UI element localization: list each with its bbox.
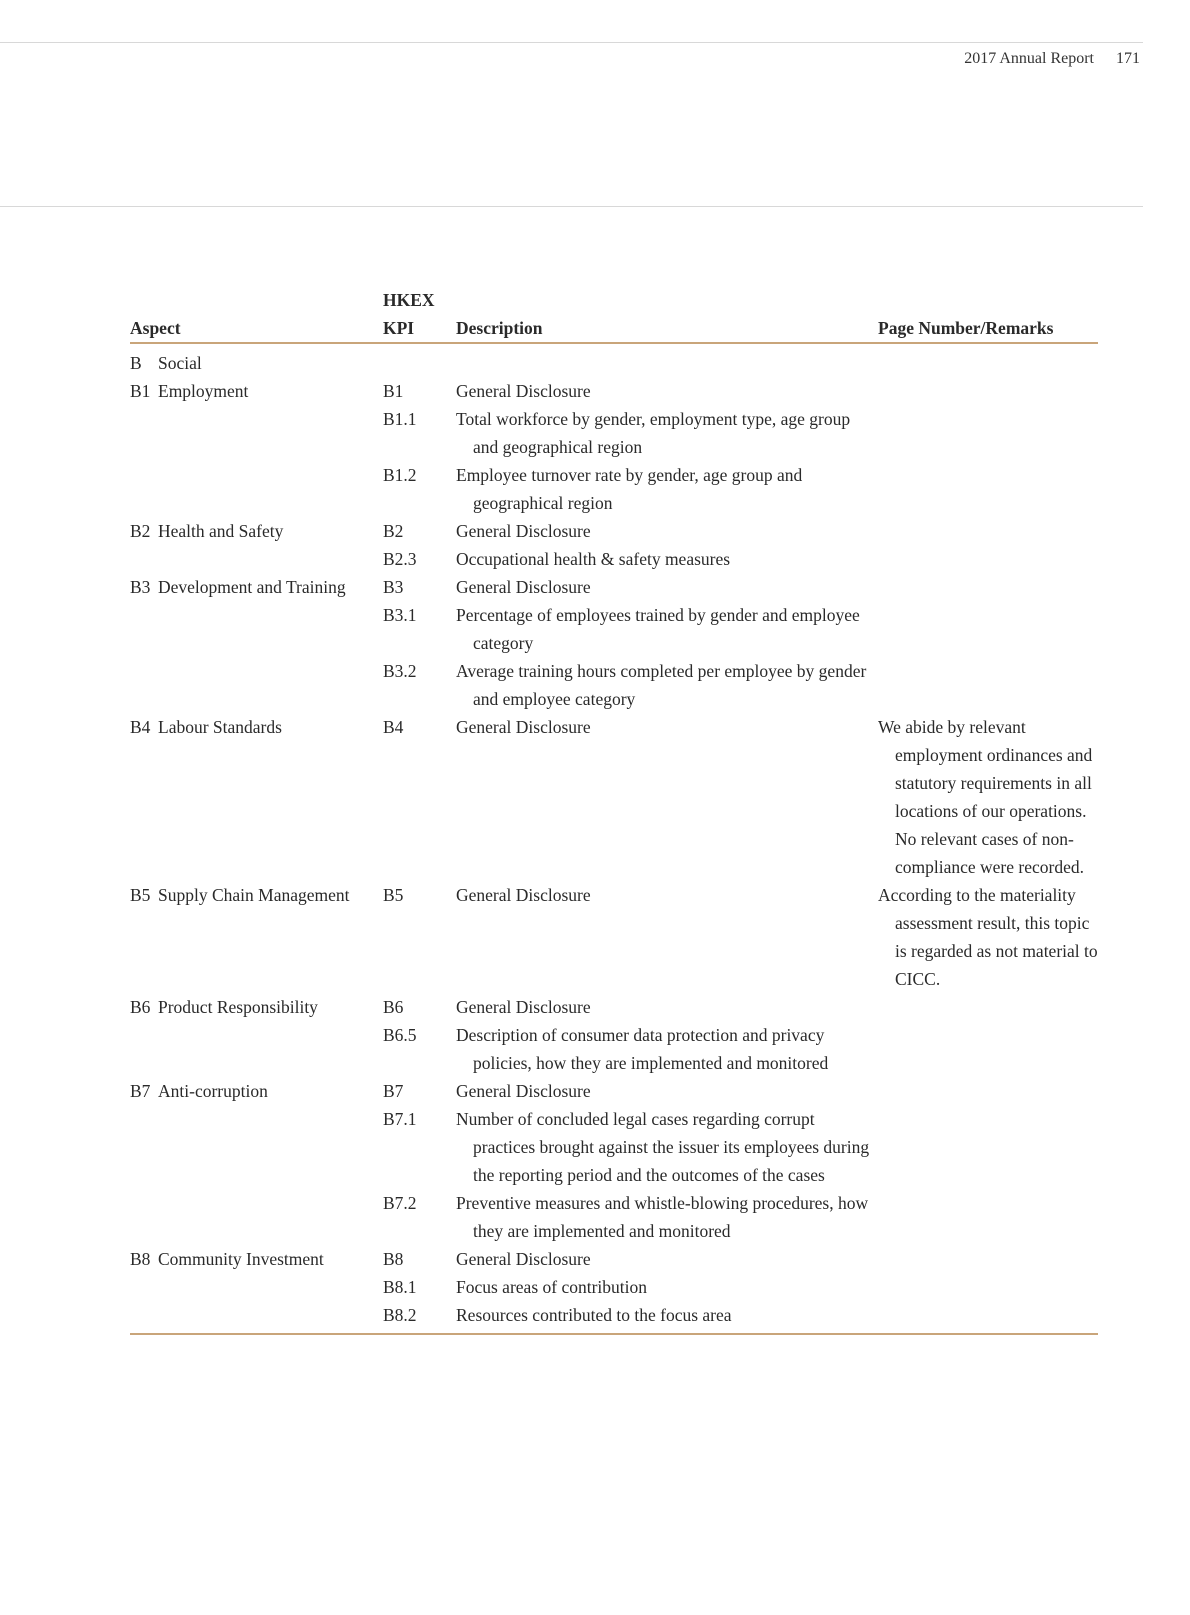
table-row [130, 1021, 1098, 1077]
section-title [130, 349, 1098, 377]
remarks-cell [878, 1273, 1098, 1301]
kpi-cell: B4 [383, 717, 404, 737]
table-row [130, 1189, 1098, 1245]
remarks-cell [878, 461, 1098, 517]
description-cell: General Disclosure [456, 1249, 591, 1269]
description-cell: Total workforce by gender, employment type, age group and geographical region [456, 409, 851, 457]
kpi-cell: B1.1 [383, 409, 417, 429]
hkex-kpi-table [130, 286, 1098, 1335]
aspect-cell [130, 1189, 383, 1245]
kpi-cell: B6.5 [383, 1025, 417, 1045]
col-header-kpi-line1: HKEX [383, 290, 435, 310]
description-cell: General Disclosure [456, 1081, 591, 1101]
aspect-cell [130, 1077, 383, 1105]
col-header-remarks: Page Number/Remarks [878, 318, 1054, 338]
col-header-kpi-line2: KPI [383, 318, 415, 338]
description-cell: General Disclosure [456, 521, 591, 541]
table-row [130, 713, 1098, 881]
description-cell: General Disclosure [456, 997, 591, 1017]
aspect-code: B4 [130, 717, 151, 737]
aspect-code: B3 [130, 577, 151, 597]
remarks-cell: We abide by relevant employment ordinances and statutory requirements in all locations of our operations. No relevant cases of non-compliance were recorded. [878, 717, 1093, 877]
table-row [130, 517, 1098, 545]
table-row [130, 1105, 1098, 1189]
aspect-code: B6 [130, 997, 151, 1017]
aspect-cell [130, 1245, 383, 1273]
aspect-name: Anti-corruption [158, 1081, 268, 1101]
remarks-cell [878, 1077, 1098, 1105]
col-header-description: Description [456, 318, 543, 338]
page-number: 171 [1116, 50, 1140, 67]
aspect-cell [130, 657, 383, 713]
description-cell: General Disclosure [456, 717, 591, 737]
remarks-cell [878, 601, 1098, 657]
kpi-cell: B3.1 [383, 605, 417, 625]
table-row [130, 601, 1098, 657]
description-cell: Percentage of employees trained by gender and employee category [456, 605, 860, 653]
col-header-aspect: Aspect [130, 318, 181, 338]
table-row [130, 657, 1098, 713]
kpi-cell: B8 [383, 1249, 404, 1269]
section-name: Social [158, 353, 202, 373]
description-cell: General Disclosure [456, 381, 591, 401]
kpi-cell: B8.1 [383, 1277, 417, 1297]
table-bottom-rule [130, 1333, 1098, 1335]
table-body [130, 377, 1098, 1329]
table-row [130, 545, 1098, 573]
table-row [130, 461, 1098, 517]
description-cell: General Disclosure [456, 885, 591, 905]
remarks-cell [878, 657, 1098, 713]
aspect-cell [130, 1021, 383, 1077]
table-row [130, 1273, 1098, 1301]
table-row [130, 1077, 1098, 1105]
description-cell: Number of concluded legal cases regarding corrupt practices brought against the issuer its employees during the reporting period and the outcomes of the cases [456, 1109, 870, 1185]
table-row [130, 377, 1098, 405]
aspect-code: B7 [130, 1081, 151, 1101]
table-row [130, 405, 1098, 461]
kpi-cell: B5 [383, 885, 404, 905]
kpi-cell: B2 [383, 521, 404, 541]
table-row [130, 1245, 1098, 1273]
remarks-cell [878, 1245, 1098, 1273]
aspect-cell [130, 1301, 383, 1329]
aspect-name: Labour Standards [158, 717, 282, 737]
table-row [130, 1301, 1098, 1329]
description-cell: Preventive measures and whistle-blowing procedures, how they are implemented and monitored [456, 1193, 869, 1241]
kpi-cell: B7 [383, 1081, 404, 1101]
kpi-cell: B3 [383, 577, 404, 597]
description-cell: Employee turnover rate by gender, age group and geographical region [456, 465, 803, 513]
aspect-cell [130, 573, 383, 601]
page-header [964, 50, 1140, 68]
aspect-name: Health and Safety [158, 521, 284, 541]
kpi-cell: B3.2 [383, 661, 417, 681]
table-row [130, 573, 1098, 601]
description-cell: Occupational health & safety measures [456, 549, 731, 569]
report-title: 2017 Annual Report [964, 50, 1094, 67]
table-header [130, 286, 1098, 344]
kpi-cell: B7.1 [383, 1109, 417, 1129]
remarks-cell [878, 405, 1098, 461]
remarks-cell [878, 517, 1098, 545]
kpi-cell: B7.2 [383, 1193, 417, 1213]
aspect-cell [130, 601, 383, 657]
aspect-name: Community Investment [158, 1249, 324, 1269]
aspect-code: B2 [130, 521, 151, 541]
remarks-cell [878, 545, 1098, 573]
aspect-name: Employment [158, 381, 249, 401]
kpi-cell: B8.2 [383, 1305, 417, 1325]
aspect-code: B5 [130, 885, 151, 905]
kpi-cell: B6 [383, 997, 404, 1017]
aspect-cell [130, 517, 383, 545]
aspect-cell [130, 1273, 383, 1301]
remarks-cell [878, 377, 1098, 405]
table-row [130, 993, 1098, 1021]
remarks-cell: According to the materiality assessment result, this topic is regarded as not material to CICC. [878, 885, 1098, 989]
kpi-cell: B1 [383, 381, 404, 401]
header-divider [0, 42, 1143, 43]
remarks-cell [878, 1105, 1098, 1189]
aspect-cell [130, 405, 383, 461]
description-cell: Description of consumer data protection and privacy policies, how they are implemented and monitored [456, 1025, 829, 1073]
aspect-cell [130, 713, 383, 881]
aspect-name: Product Responsibility [158, 997, 318, 1017]
table-row [130, 881, 1098, 993]
aspect-cell [130, 545, 383, 573]
section-divider [0, 206, 1143, 207]
description-cell: Focus areas of contribution [456, 1277, 647, 1297]
aspect-cell [130, 993, 383, 1021]
remarks-cell [878, 573, 1098, 601]
aspect-name: Supply Chain Management [158, 885, 350, 905]
remarks-cell [878, 1189, 1098, 1245]
aspect-name: Development and Training [158, 577, 346, 597]
description-cell: Resources contributed to the focus area [456, 1305, 732, 1325]
remarks-cell [878, 1021, 1098, 1077]
description-cell: Average training hours completed per employee by gender and employee category [456, 661, 867, 709]
description-cell: General Disclosure [456, 577, 591, 597]
section-code: B [130, 353, 142, 373]
remarks-cell [878, 993, 1098, 1021]
aspect-cell [130, 1105, 383, 1189]
aspect-cell [130, 377, 383, 405]
aspect-code: B1 [130, 381, 151, 401]
col-header-kpi [383, 286, 435, 342]
remarks-cell [878, 1301, 1098, 1329]
aspect-cell [130, 461, 383, 517]
aspect-cell [130, 881, 383, 993]
aspect-code: B8 [130, 1249, 151, 1269]
kpi-cell: B1.2 [383, 465, 417, 485]
kpi-cell: B2.3 [383, 549, 417, 569]
